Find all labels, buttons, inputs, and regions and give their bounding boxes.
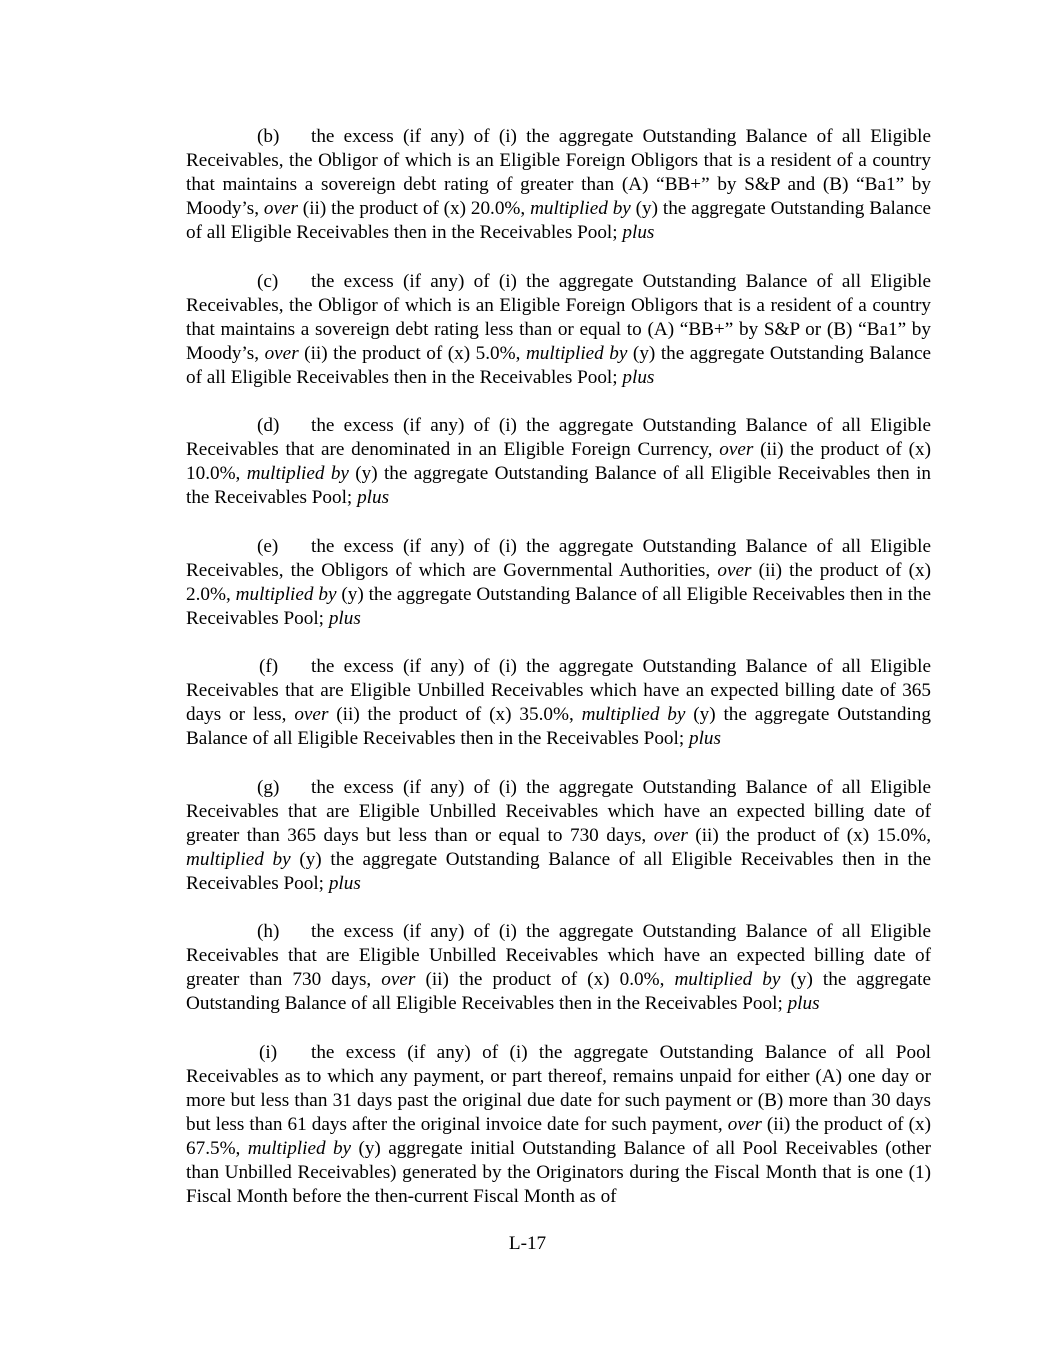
clause-label: (e) — [257, 535, 279, 557]
clause-text: (y) the aggregate Outstanding Balance of all Eligible Receivables then in the Receivables Pool; — [186, 342, 931, 388]
clause-text: (y) the aggregate Outstanding Balance of all Eligible Receivables then in the Receivables Pool; — [186, 583, 932, 629]
clause-label: (h) — [257, 921, 280, 943]
clause-emphasis: over — [653, 824, 688, 846]
clause-emphasis: plus — [688, 728, 721, 750]
clause-emphasis: plus — [357, 487, 390, 509]
clause-text: (y) the aggregate Outstanding Balance of all Eligible Receivables then in the Receivables Pool; — [186, 969, 931, 1015]
clause-text: (ii) the product of (x) 2.0%, — [186, 559, 931, 605]
clause-emphasis: multiplied by — [247, 1137, 352, 1159]
clause-emphasis: plus — [328, 607, 361, 629]
clause-label: (i) — [259, 1041, 278, 1063]
clause-text: (ii) the product of (x) 15.0%, — [687, 824, 931, 846]
clause-b — [186, 125, 931, 245]
clause-text: (y) the aggregate Outstanding Balance of all Eligible Receivables then in the Receivables Pool; — [186, 704, 931, 750]
clause-h — [186, 920, 931, 1016]
clause-f — [186, 655, 931, 751]
clause-emphasis: over — [264, 342, 299, 364]
clause-emphasis: plus — [328, 872, 361, 894]
clause-emphasis: multiplied by — [525, 342, 628, 364]
clause-text: (ii) the product of (x) 5.0%, — [298, 342, 526, 364]
clause-emphasis: over — [294, 704, 329, 726]
clause-label: (b) — [257, 126, 280, 147]
clause-emphasis: plus — [787, 993, 820, 1015]
clause-label: (g) — [257, 776, 280, 798]
page-number: L-17 — [508, 1233, 547, 1254]
clause-text: the excess (if any) of (i) the aggregate Outstanding Balance of all Eligible Receivables that are Eligible Unbilled Receivables which have an expected billing date of greater than 730 days, — [186, 921, 931, 991]
clause-text: (ii) the product of (x) 0.0%, — [415, 969, 675, 991]
clause-g — [186, 776, 931, 896]
clause-label: (f) — [259, 656, 279, 678]
clause-text: the excess (if any) of (i) the aggregate Outstanding Balance of all Eligible Receivables, the Obligor of which is an Eligible Foreign Obligors that is a resident of a country that maintains a sovereign debt rating of greater than (A) “BB+” by S&P and (B) “Ba1” by Moody’s, — [186, 126, 931, 220]
clause-text: (y) the aggregate Outstanding Balance of all Eligible Receivables then in the Receivables Pool; — [186, 848, 931, 894]
clause-label: (d) — [257, 415, 280, 437]
clause-emphasis: over — [381, 969, 416, 991]
clause-text: (y) the aggregate Outstanding Balance of all Eligible Receivables then in the Receivables Pool; — [186, 463, 932, 509]
clause-emphasis: multiplied by — [186, 848, 291, 870]
clause-emphasis: over — [719, 439, 754, 461]
clause-d — [186, 414, 931, 510]
clause-emphasis: over — [727, 1113, 762, 1135]
clause-text: the excess (if any) of (i) the aggregate Outstanding Balance of all Eligible Receivables, the Obligor of which is an Eligible Foreign Obligors that is a resident of a country that maintains a sovereign debt rating less than or equal to (A) “BB+” by S&P or (B) “Ba1” by Moody’s, — [186, 270, 931, 364]
clause-text: (ii) the product of (x) 67.5%, — [186, 1113, 931, 1159]
document-body — [186, 125, 931, 1209]
clause-label: (c) — [257, 270, 279, 292]
clause-emphasis: multiplied by — [530, 198, 631, 220]
clause-text: the excess (if any) of (i) the aggregate Outstanding Balance of all Eligible Receivables that are Eligible Unbilled Receivables which have an expected billing date of greater than 365 days but less than or equal to 730 days, — [186, 776, 931, 846]
clause-emphasis: multiplied by — [235, 583, 337, 605]
clause-emphasis: multiplied by — [674, 969, 781, 991]
clause-emphasis: plus — [622, 366, 655, 388]
clause-text: (y) the aggregate Outstanding Balance of all Eligible Receivables then in the Receivables Pool; — [186, 198, 931, 244]
clause-e — [186, 535, 931, 631]
clause-emphasis: over — [263, 198, 298, 220]
clause-text: the excess (if any) of (i) the aggregate Outstanding Balance of all Eligible Receivables, the Obligors of which are Governmental Authorities, — [186, 535, 931, 581]
clause-emphasis: multiplied by — [581, 704, 686, 726]
clause-emphasis: over — [717, 559, 752, 581]
clause-text: the excess (if any) of (i) the aggregate Outstanding Balance of all Pool Receivables as to which any payment, or part thereof, remains unpaid for either (A) one day or more but less than 31 days past the original due date for such payment or (B) more than 30 days but less than 61 days after the original invoice date for such payment, — [186, 1041, 931, 1135]
clause-text: (ii) the product of (x) 35.0%, — [328, 704, 582, 726]
clause-text: the excess (if any) of (i) the aggregate Outstanding Balance of all Eligible Receivables that are denominated in an Eligible Foreign Currency, — [186, 415, 931, 461]
clause-text: (y) aggregate initial Outstanding Balance of all Pool Receivables (other than Unbilled Receivables) generated by the Originators during the Fiscal Month that is one (1) Fiscal Month before the then-current Fiscal Month as of — [186, 1137, 932, 1208]
clause-text: (ii) the product of (x) 10.0%, — [186, 439, 931, 485]
clause-emphasis: plus — [622, 222, 655, 244]
clause-text: the excess (if any) of (i) the aggregate Outstanding Balance of all Eligible Receivables that are Eligible Unbilled Receivables which have an expected billing date of 365 days or less, — [186, 656, 931, 726]
clause-emphasis: multiplied by — [246, 463, 349, 485]
clause-i — [186, 1041, 931, 1210]
clause-text: (ii) the product of (x) 20.0%, — [297, 198, 531, 220]
clause-c — [186, 270, 931, 390]
